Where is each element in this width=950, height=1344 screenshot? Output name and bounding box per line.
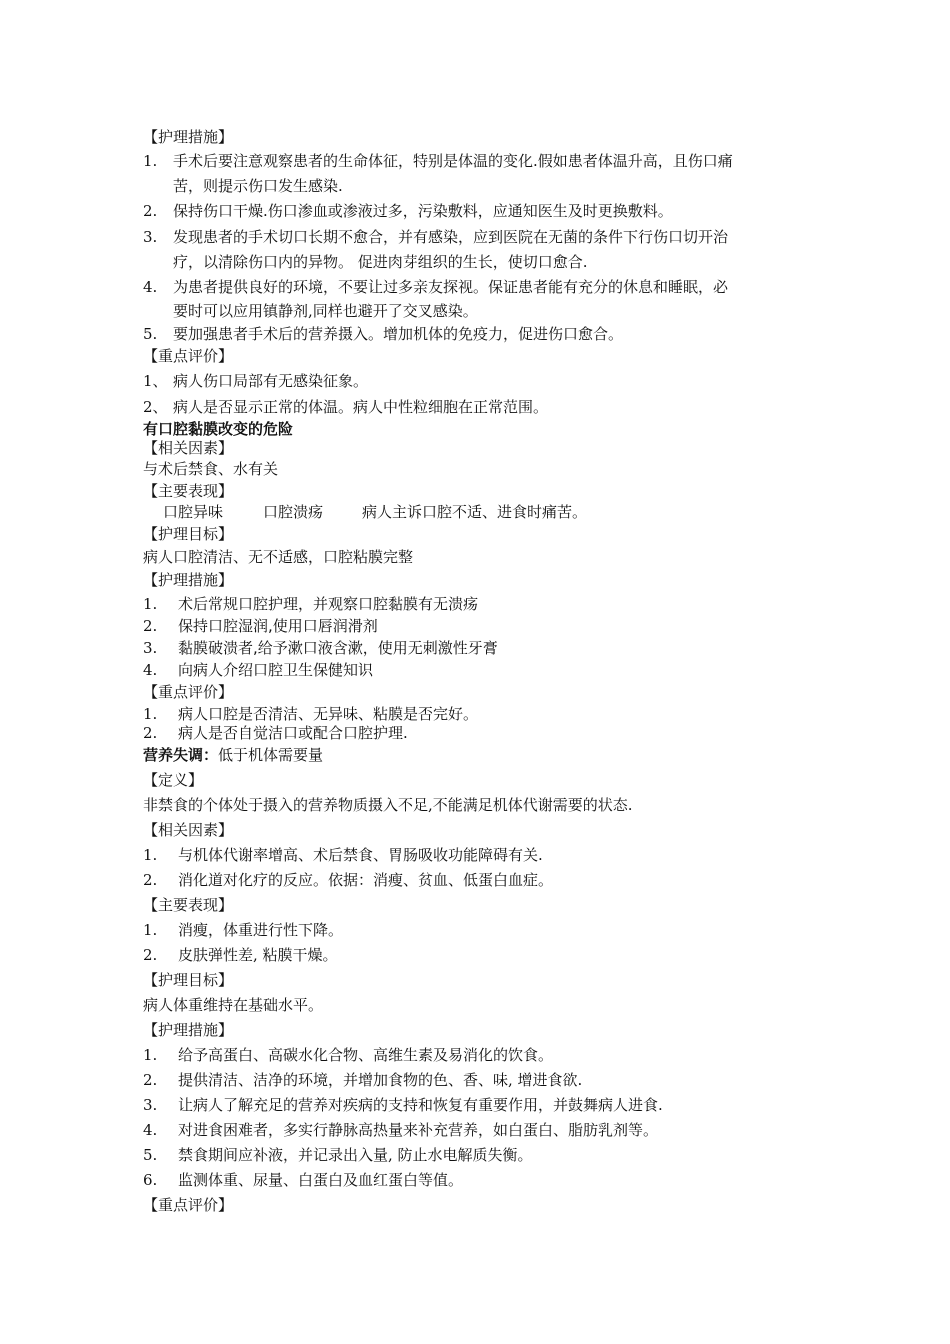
list-number: 1. <box>143 921 158 939</box>
list-item-text: 发现患者的手术切口长期不愈合，并有感染，应到医院在无菌的条件下行伤口切开治 <box>173 228 729 246</box>
list-number: 5. <box>143 1146 158 1164</box>
body-text: 非禁食的个体处于摄入的营养物质摄入不足,不能满足机体代谢需要的状态. <box>143 796 633 814</box>
list-item-text: 提供清洁、洁净的环境，并增加食物的色、香、味, 增进食欲. <box>178 1071 583 1089</box>
list-item-text-cont: 要时可以应用镇静剂,同样也避开了交叉感染。 <box>173 302 478 320</box>
section-heading: 【重点评价】 <box>143 347 234 365</box>
list-item-text: 与机体代谢率增高、术后禁食、胃肠吸收功能障碍有关. <box>178 846 543 864</box>
list-item-text: 保持口腔湿润,使用口唇润滑剂 <box>178 617 378 635</box>
section-heading: 【护理措施】 <box>143 128 234 146</box>
section-heading: 【护理目标】 <box>143 971 234 989</box>
manifest-item: 病人主诉口腔不适、进食时痛苦。 <box>362 503 588 521</box>
body-text: 病人口腔清洁、无不适感，口腔粘膜完整 <box>143 548 414 566</box>
section-heading: 【主要表现】 <box>143 896 234 914</box>
list-item-text: 术后常规口腔护理，并观察口腔黏膜有无溃疡 <box>178 595 479 613</box>
section-heading: 【主要表现】 <box>143 482 234 500</box>
list-number: 1. <box>143 152 158 170</box>
section-title-rest: 低于机体需要量 <box>218 746 324 764</box>
manifest-item: 口腔异味 <box>163 503 224 521</box>
section-heading: 【护理措施】 <box>143 1021 234 1039</box>
list-item-text: 病人是否自觉洁口或配合口腔护理. <box>178 724 408 742</box>
list-number: 3. <box>143 639 158 657</box>
list-number: 2. <box>143 617 158 635</box>
list-number: 1. <box>143 705 158 723</box>
list-number: 1. <box>143 595 158 613</box>
list-item-text: 为患者提供良好的环境，不要让过多亲友探视。保证患者能有充分的休息和睡眠，必 <box>173 278 729 296</box>
list-number: 1、 <box>143 372 168 390</box>
list-item-text: 手术后要注意观察患者的生命体征，特别是体温的变化.假如患者体温升高，且伤口痛 <box>173 152 733 170</box>
list-number: 4. <box>143 278 158 296</box>
list-item-text: 让病人了解充足的营养对疾病的支持和恢复有重要作用，并鼓舞病人进食. <box>178 1096 663 1114</box>
list-number: 2、 <box>143 398 168 416</box>
list-item-text: 给予高蛋白、高碳水化合物、高维生素及易消化的饮食。 <box>178 1046 554 1064</box>
list-number: 3. <box>143 1096 158 1114</box>
section-heading: 【护理目标】 <box>143 525 234 543</box>
list-item-text-cont: 苦，则提示伤口发生感染. <box>173 177 343 195</box>
list-number: 5. <box>143 325 158 343</box>
section-heading: 【重点评价】 <box>143 683 234 701</box>
section-heading: 【护理措施】 <box>143 571 234 589</box>
body-text: 与术后禁食、水有关 <box>143 460 279 478</box>
list-item-text: 病人口腔是否清洁、无异味、粘膜是否完好。 <box>178 705 479 723</box>
list-item-text: 保持伤口干燥.伤口渗血或渗液过多，污染敷料，应通知医生及时更换敷料。 <box>173 202 673 220</box>
list-number: 4. <box>143 1121 158 1139</box>
list-item-text: 病人是否显示正常的体温。病人中性粒细胞在正常范围。 <box>173 398 549 416</box>
list-number: 2. <box>143 871 158 889</box>
list-number: 2. <box>143 202 158 220</box>
list-number: 1. <box>143 846 158 864</box>
list-item-text: 消化道对化疗的反应。依据：消瘦、贫血、低蛋白血症。 <box>178 871 554 889</box>
section-title-bold: 营养失调： <box>143 746 219 764</box>
list-number: 6. <box>143 1171 158 1189</box>
list-item-text: 黏膜破溃者,给予漱口液含漱，使用无刺激性牙膏 <box>178 639 498 657</box>
list-number: 2. <box>143 946 158 964</box>
section-heading: 【定义】 <box>143 771 204 789</box>
section-title: 有口腔黏膜改变的危险 <box>143 420 294 438</box>
list-item-text: 监测体重、尿量、白蛋白及血红蛋白等值。 <box>178 1171 464 1189</box>
list-number: 2. <box>143 1071 158 1089</box>
section-title <box>143 746 323 764</box>
list-number: 2. <box>143 724 158 742</box>
list-item-text: 消瘦，体重进行性下降。 <box>178 921 344 939</box>
section-heading: 【重点评价】 <box>143 1196 234 1214</box>
list-item-text-cont: 疗，以清除伤口内的异物。 促进肉芽组织的生长，使切口愈合. <box>173 253 588 271</box>
section-heading: 【相关因素】 <box>143 439 234 457</box>
body-text: 病人体重维持在基础水平。 <box>143 996 324 1014</box>
list-item-text: 要加强患者手术后的营养摄入。增加机体的免疫力，促进伤口愈合。 <box>173 325 624 343</box>
list-item-text: 病人伤口局部有无感染征象。 <box>173 372 369 390</box>
manifest-item: 口腔溃疡 <box>263 503 324 521</box>
list-item-text: 禁食期间应补液，并记录出入量, 防止水电解质失衡。 <box>178 1146 533 1164</box>
list-number: 1. <box>143 1046 158 1064</box>
list-item-text: 对进食困难者，多实行静脉高热量来补充营养，如白蛋白、脂肪乳剂等。 <box>178 1121 659 1139</box>
list-number: 3. <box>143 228 158 246</box>
list-number: 4. <box>143 661 158 679</box>
list-item-text: 向病人介绍口腔卫生保健知识 <box>178 661 374 679</box>
list-item-text: 皮肤弹性差, 粘膜干燥。 <box>178 946 338 964</box>
section-heading: 【相关因素】 <box>143 821 234 839</box>
